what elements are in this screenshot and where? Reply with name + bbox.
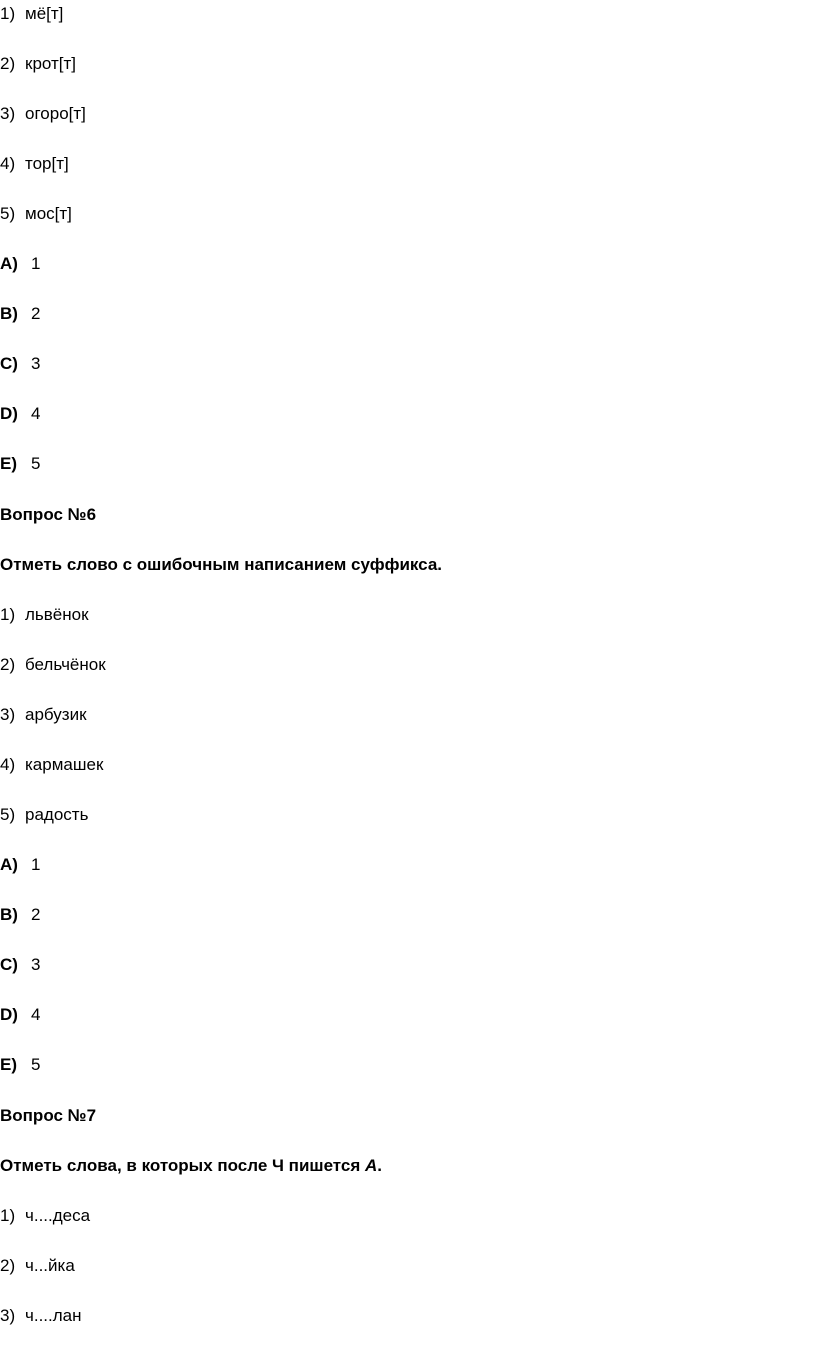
q6-option-4: 4) кармашек <box>0 755 104 774</box>
q5-answer-d: D) 4 <box>0 404 41 423</box>
q6-answer-e: E) 5 <box>0 1055 41 1074</box>
option-text: тор[т] <box>25 154 69 173</box>
q5-answer-a: A) 1 <box>0 254 41 273</box>
q6-option-2: 2) бельчёнок <box>0 655 106 674</box>
q5-answer-b: B) 2 <box>0 304 41 323</box>
q5-option-5: 5) мос[т] <box>0 204 72 223</box>
q5-answer-e: E) 5 <box>0 454 41 473</box>
q7-prompt-emphasis: А <box>365 1156 378 1175</box>
q7-option-3: 3) ч....лан <box>0 1306 82 1325</box>
option-text: огоро[т] <box>25 104 86 123</box>
q7-prompt: Отметь слова, в которых после Ч пишется А. <box>0 1156 383 1175</box>
q7-option-1: 1) ч....деса <box>0 1206 91 1225</box>
q6-option-3: 3) арбузик <box>0 705 87 724</box>
option-text: бельчёнок <box>25 655 106 674</box>
q6-answer-c: C) 3 <box>0 955 41 974</box>
q6-answer-b: B) 2 <box>0 905 41 924</box>
q6-answer-d: D) 4 <box>0 1005 41 1024</box>
q5-option-4: 4) тор[т] <box>0 154 69 173</box>
option-text: радость <box>25 805 89 824</box>
option-text: арбузик <box>25 705 87 724</box>
q6-answer-a: A) 1 <box>0 855 41 874</box>
q5-option-3: 3) огоро[т] <box>0 104 86 123</box>
option-text: мос[т] <box>25 204 72 223</box>
option-text: ч...йка <box>25 1256 75 1275</box>
q6-prompt: Отметь слово с ошибочным написанием суффикса. <box>0 555 443 574</box>
q6-option-5: 5) радость <box>0 805 89 824</box>
q5-answer-c: C) 3 <box>0 354 41 373</box>
q5-option-2: 2) крот[т] <box>0 54 76 73</box>
option-text: ч....лан <box>25 1306 82 1325</box>
option-text: кармашек <box>25 755 104 774</box>
q7-option-2: 2) ч...йка <box>0 1256 75 1275</box>
q5-option-1: 1) мё[т] <box>0 4 64 23</box>
option-text: ч....деса <box>25 1206 91 1225</box>
q6-option-1: 1) львёнок <box>0 605 89 624</box>
option-text: львёнок <box>25 605 89 624</box>
option-text: крот[т] <box>25 54 76 73</box>
q7-title: Вопрос №7 <box>0 1106 97 1125</box>
q6-title: Вопрос №6 <box>0 505 97 524</box>
option-text: мё[т] <box>25 4 64 23</box>
